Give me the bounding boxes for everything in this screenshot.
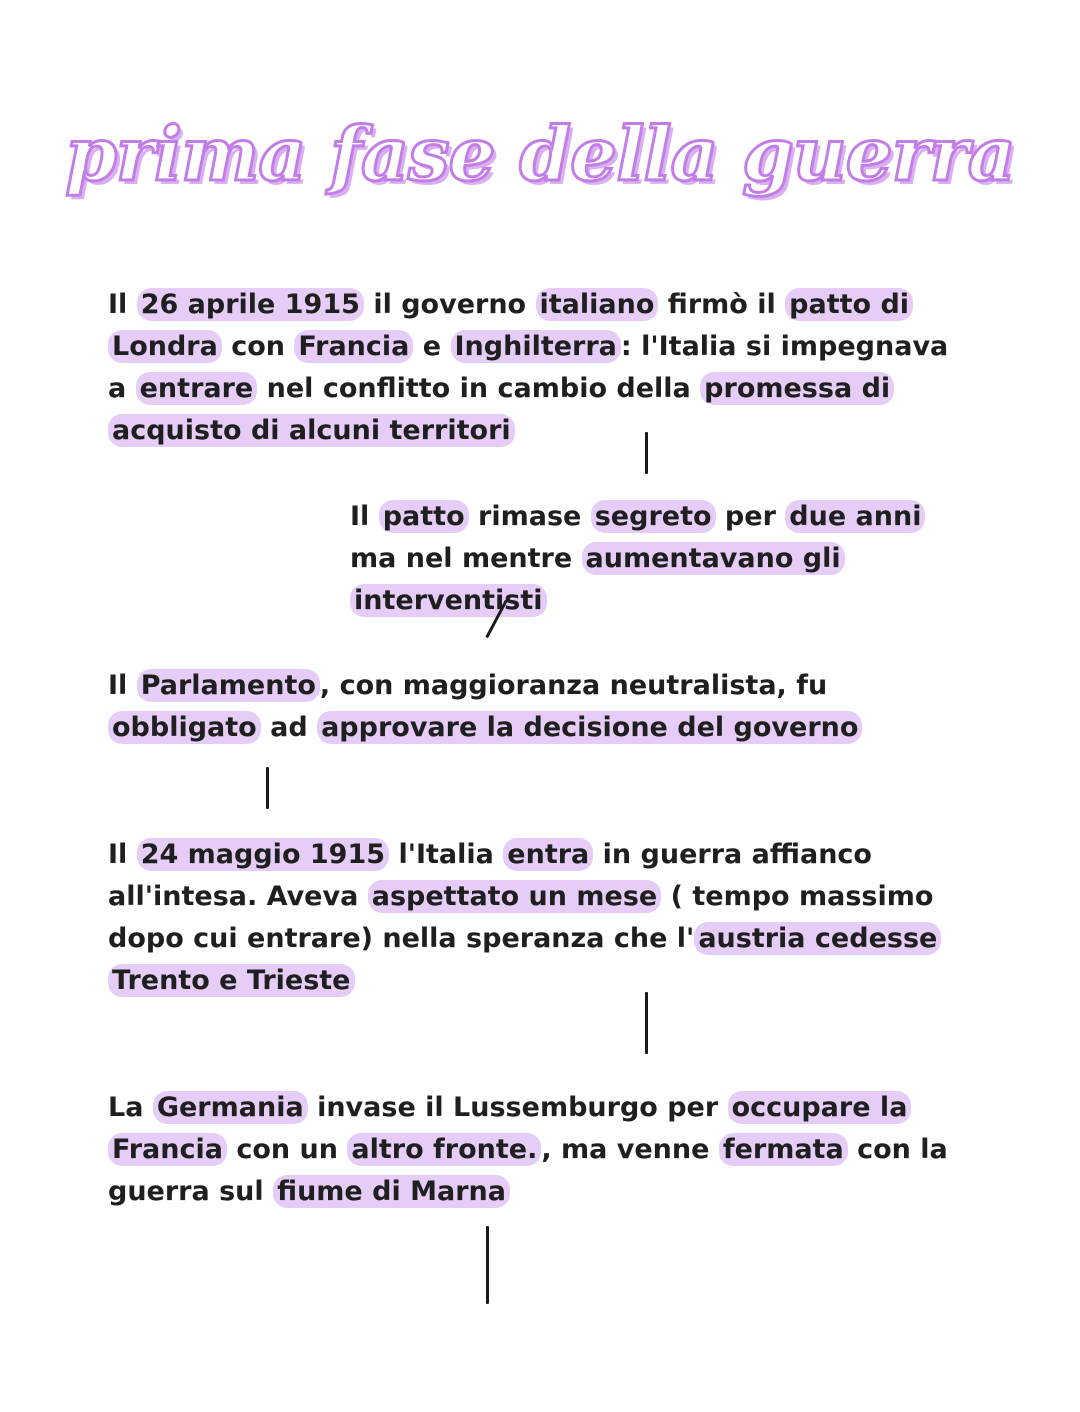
- plain-text: ad: [260, 712, 318, 743]
- highlighted-text: obbligato: [108, 711, 261, 744]
- page-title: prima fase della guerra: [65, 112, 1015, 198]
- highlighted-text: italiano: [536, 288, 659, 321]
- highlighted-text: occupare la Francia: [108, 1091, 911, 1166]
- paragraph-parlamento: [108, 665, 968, 749]
- connector-line-4: [645, 992, 648, 1054]
- highlighted-text: approvare la decisione del governo: [317, 711, 862, 744]
- plain-text: con: [221, 331, 295, 362]
- highlighted-text: Inghilterra: [451, 330, 621, 363]
- plain-text: Il: [108, 670, 137, 701]
- plain-text: , ma venne: [541, 1134, 719, 1165]
- plain-text: per: [715, 501, 786, 532]
- connector-line-3: [266, 767, 269, 809]
- plain-text: Il: [108, 839, 137, 870]
- highlighted-text: aumentavano gli interventisti: [350, 542, 845, 617]
- highlighted-text: segreto: [591, 500, 716, 533]
- highlighted-text: austria cedesse Trento e Trieste: [108, 922, 941, 997]
- highlighted-text: entra: [503, 838, 593, 871]
- paragraph-germania-marna: [108, 1087, 978, 1213]
- connector-line-1: [645, 432, 648, 474]
- highlighted-text: 24 maggio 1915: [137, 838, 389, 871]
- plain-text: in guerra affianco all'intesa. Aveva: [108, 839, 872, 912]
- plain-text: ma nel mentre: [350, 543, 582, 574]
- paragraph-patto-londra: [108, 284, 968, 452]
- highlighted-text: promessa di acquisto di alcuni territori: [108, 372, 894, 447]
- plain-text: : l'Italia si impegnava a: [108, 331, 949, 404]
- plain-text: con la guerra sul: [108, 1134, 948, 1207]
- plain-text: firmò il: [658, 289, 786, 320]
- highlighted-text: Francia: [294, 330, 413, 363]
- highlighted-text: Germania: [153, 1091, 308, 1124]
- paragraph-entrata-guerra: [108, 834, 978, 1002]
- plain-text: con un: [226, 1134, 348, 1165]
- highlighted-text: aspettato un mese: [368, 880, 662, 913]
- highlighted-text: patto di Londra: [108, 288, 913, 363]
- plain-text: l'Italia: [389, 839, 504, 870]
- plain-text: nel conflitto in cambio della: [257, 373, 701, 404]
- plain-text: il governo: [363, 289, 536, 320]
- highlighted-text: altro fronte.: [347, 1133, 541, 1166]
- plain-text: invase il Lussemburgo per: [307, 1092, 728, 1123]
- highlighted-text: patto: [379, 500, 469, 533]
- plain-text: La: [108, 1092, 153, 1123]
- plain-text: e: [413, 331, 451, 362]
- plain-text: rimase: [468, 501, 591, 532]
- paragraph-patto-segreto: [350, 496, 960, 622]
- connector-line-5: [486, 1226, 489, 1304]
- highlighted-text: fiume di Marna: [273, 1175, 510, 1208]
- plain-text: , con maggioranza neutralista, fu: [319, 670, 828, 701]
- plain-text: Il: [108, 289, 137, 320]
- highlighted-text: fermata: [719, 1133, 848, 1166]
- highlighted-text: 26 aprile 1915: [137, 288, 364, 321]
- highlighted-text: Parlamento: [137, 669, 320, 702]
- plain-text: Il: [350, 501, 379, 532]
- highlighted-text: entrare: [136, 372, 258, 405]
- plain-text: ( tempo massimo dopo cui entrare) nella speranza che l': [108, 881, 934, 954]
- highlighted-text: due anni: [785, 500, 925, 533]
